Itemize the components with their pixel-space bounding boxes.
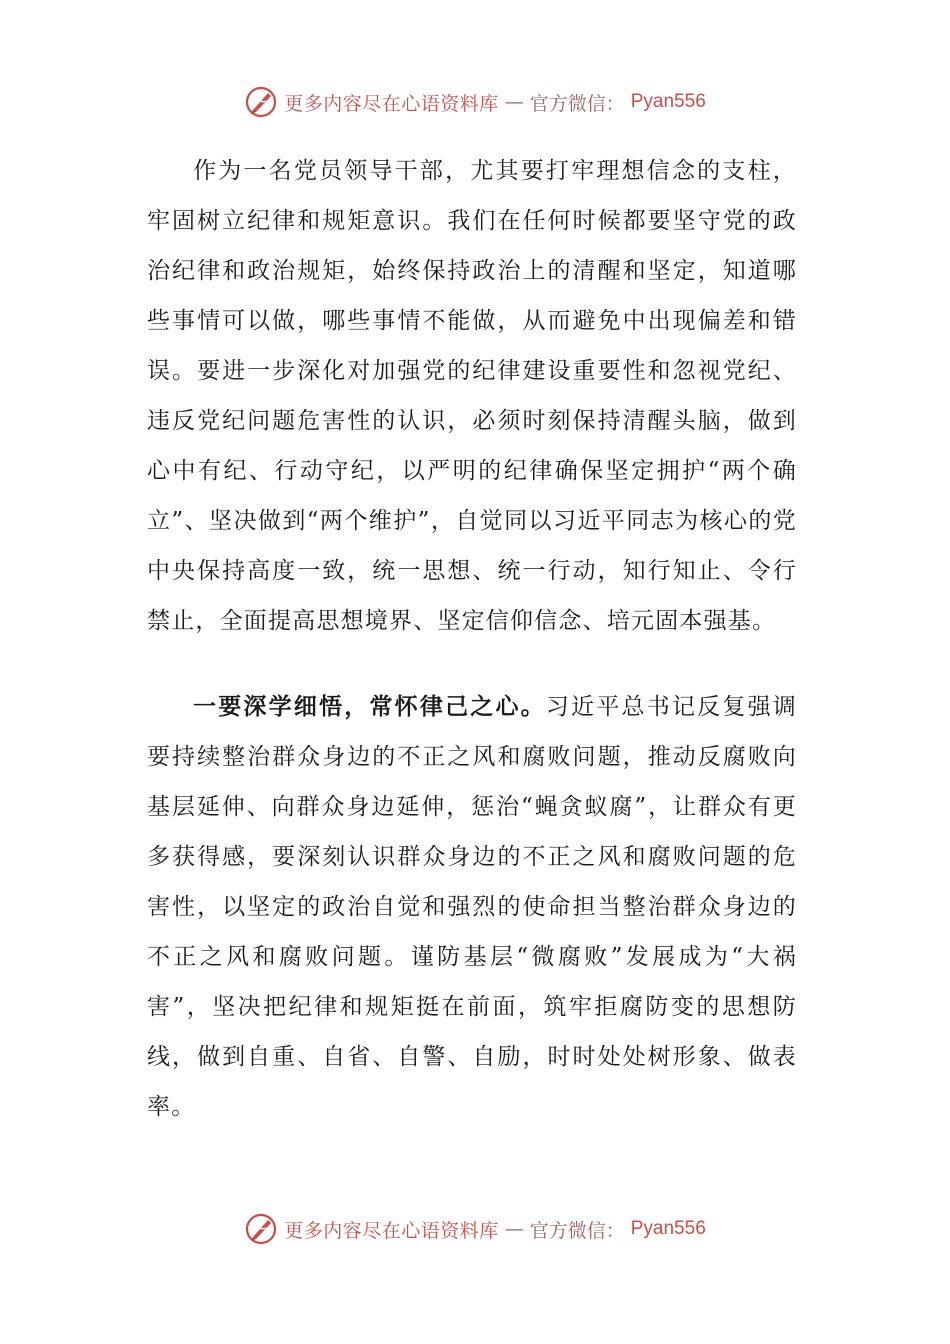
watermark-dash: — [504,1218,524,1240]
watermark-wechat-id: Pyan556 [630,1218,706,1239]
document-body [147,146,797,1132]
quill-seal-icon [244,85,278,119]
paragraph-1 [147,146,797,646]
paragraph-2 [147,682,797,1132]
header-watermark [0,82,950,122]
quill-seal-icon [244,1212,278,1246]
watermark-dash: — [504,91,524,113]
watermark-wechat-id: Pyan556 [630,91,706,112]
watermark-wechat-label: 官方微信： [529,92,625,115]
footer-watermark [0,1209,950,1249]
watermark-title: 更多内容尽在心语资料库 [284,1219,499,1242]
paragraph-2-text: 习近平总书记反复强调要持续整治群众身边的不正之风和腐败问题，推动反腐败向基层延伸、向群众身边延伸，惩治“蝇贪蚁腐”，让群众有更多获得感，要深刻认识群众身边的不正之风和腐败问题的危害性，以坚定的政治自觉和强烈的使命担当整治群众身边的不正之风和腐败问题。谨防基层“微腐败”发展成为“大祸害”，坚决把纪律和规矩挺在前面，筑牢拒腐防变的思想防线，做到自重、自省、自警、自励，时时处处树形象、做表率。 [147,694,797,1120]
watermark-title: 更多内容尽在心语资料库 [284,92,499,115]
watermark-wechat-label: 官方微信： [529,1219,625,1242]
paragraph-1-text: 作为一名党员领导干部，尤其要打牢理想信念的支柱，牢固树立纪律和规矩意识。我们在任何时候都要坚守党的政治纪律和政治规矩，始终保持政治上的清醒和坚定，知道哪些事情可以做，哪些事情不能做，从而避免中出现偏差和错误。要进一步深化对加强党的纪律建设重要性和忽视党纪、违反党纪问题危害性的认识，必须时刻保持清醒头脑，做到心中有纪、行动守纪，以严明的纪律确保坚定拥护“两个确立”、坚决做到“两个维护”，自觉同以习近平同志为核心的党中央保持高度一致，统一思想、统一行动，知行知止、令行禁止，全面提高思想境界、坚定信仰信念、培元固本强基。 [147,158,797,634]
paragraph-2-lead: 一要深学细悟，常怀律己之心。 [193,693,546,720]
